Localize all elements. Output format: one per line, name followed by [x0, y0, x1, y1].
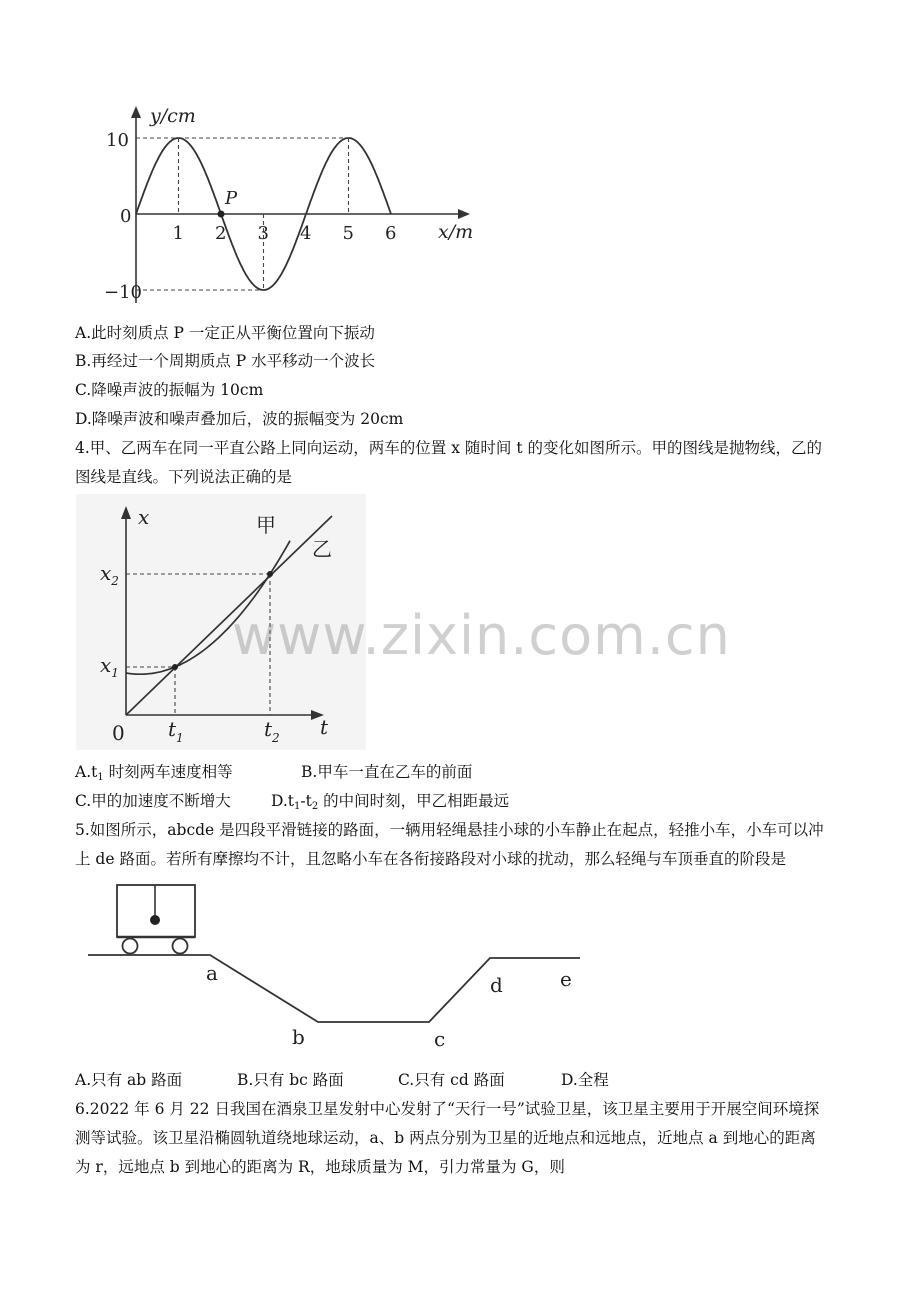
q5-option-d: D.全程 [561, 1071, 609, 1089]
q4-option-b: B.甲车一直在乙车的前面 [301, 763, 473, 781]
wave-y-label: y/cm [150, 105, 196, 127]
q6-line2: 测等试验。该卫星沿椭圆轨道绕地球运动，a、b 两点分别为卫星的近地点和远地点，近地点 a 到地心的距离 [75, 1129, 816, 1147]
q3-option-c: C.降噪声波的振幅为 10cm [75, 381, 264, 399]
x2-label: $x_2$ [100, 561, 119, 588]
q4-option-a: $A.t_1$ 时刻两车速度相等 [75, 763, 233, 783]
wave-figure [104, 98, 494, 312]
wave-x-tick-6: 6 [385, 223, 397, 244]
q6-line1: 6.2022 年 6 月 22 日我国在酒泉卫星发射中心发射了“天行一号”试验卫星，该卫星主要用于开展空间环境探 [75, 1100, 820, 1118]
road-label-d: d [490, 973, 503, 997]
hanging-ball [150, 915, 160, 925]
intersection-2 [267, 571, 273, 577]
t1-label: $t_1$ [168, 717, 184, 745]
wave-y-tick-10: 10 [106, 130, 129, 151]
wave-y-tick-neg10: −10 [104, 282, 142, 303]
point-p-label: P [225, 188, 238, 209]
q4-stem-line1: 4.甲、乙两车在同一平直公路上同向运动，两车的位置 x 随时间 t 的变化如图所示。甲的图线是抛物线，乙的 [75, 439, 822, 457]
curve-yi-label: 乙 [312, 537, 332, 561]
road-label-c: c [434, 1027, 446, 1051]
q3-option-a: A.此时刻质点 P 一定正从平衡位置向下振动 [75, 324, 375, 342]
q5-stem-line1: 5.如图所示，abcde 是四段平滑链接的路面，一辆用轻绳悬挂小球的小车静止在起点，轻推小车，小车可以冲 [75, 821, 824, 839]
cart-wheel-right [173, 939, 188, 954]
t2-label: $t_2$ [264, 717, 280, 745]
q4-option-c: C.甲的加速度不断增大 [75, 792, 231, 810]
curve-jia-label: 甲 [256, 513, 276, 537]
wave-x-tick-4: 4 [300, 223, 312, 244]
wave-x-label: x/m [438, 221, 474, 243]
q5-option-c: C.只有 cd 路面 [398, 1071, 505, 1089]
point-p [218, 211, 225, 218]
xt-origin-label: 0 [112, 721, 125, 745]
q5-stem-line2: 上 de 路面。若所有摩擦均不计，且忽略小车在各衔接路段对小球的扰动，那么轻绳与车顶垂直的阶段是 [75, 850, 786, 868]
xt-y-label: x [138, 505, 150, 529]
road-label-b: b [292, 1025, 305, 1049]
intersection-1 [172, 664, 178, 670]
x1-label: $x_1$ [100, 653, 119, 680]
wave-x-tick-3: 3 [257, 223, 269, 244]
q4-stem-line2: 图线是直线。下列说法正确的是 [75, 468, 293, 486]
wave-x-tick-1: 1 [172, 223, 184, 244]
watermark: www.zixin.com.cn [232, 604, 731, 667]
q4-option-d: $D.t_1-t_2$ 的中间时刻，甲乙相距最远 [271, 792, 510, 812]
cart-wheel-left [123, 939, 138, 954]
road-label-a: a [206, 961, 218, 985]
q5-option-a: A.只有 ab 路面 [75, 1071, 183, 1089]
q6-line3: 为 r，远地点 b 到地心的距离为 R，地球质量为 M，引力常量为 G，则 [75, 1158, 565, 1176]
xt-x-label: t [320, 715, 329, 739]
road-label-e: e [560, 967, 572, 991]
wave-y-tick-0: 0 [120, 206, 132, 227]
wave-x-tick-2: 2 [215, 223, 227, 244]
cart-body [117, 885, 195, 937]
wave-x-tick-5: 5 [342, 223, 354, 244]
q3-option-d: D.降噪声波和噪声叠加后，波的振幅变为 20cm [75, 410, 404, 428]
q3-option-b: B.再经过一个周期质点 P 水平移动一个波长 [75, 352, 376, 370]
road-figure [86, 876, 586, 1056]
road-path [88, 955, 580, 1022]
q5-option-b: B.只有 bc 路面 [237, 1071, 344, 1089]
